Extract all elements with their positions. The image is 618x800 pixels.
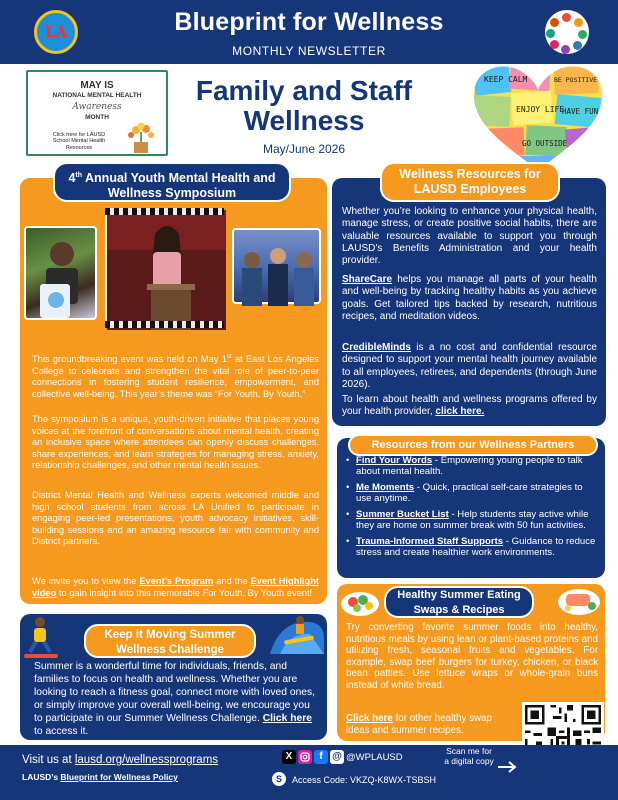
partners-heading: Resources from our Wellness Partners (348, 434, 598, 456)
group-photo (232, 228, 321, 304)
speaker-photo (105, 208, 224, 328)
heart-note-1: KEEP CALM (484, 75, 528, 84)
skateboarder-icon (18, 614, 66, 662)
resources-intro: Whether you’re looking to enhance your physical health, manage stress, or create positive social habits, there are valuable resources available to support you through LAUSD’s Benefits Administration and your health provider. (342, 206, 597, 267)
healthy-eating-heading: Healthy Summer Eating Swaps & Recipes (384, 586, 534, 618)
list-item: • Trauma-Informed Staff Supports - Guidance to reduce stress and create healthier work environments. (346, 537, 598, 558)
flower-pot-icon (124, 122, 158, 154)
list-item: • Find Your Words - Empowering young people to talk about mental health. (346, 456, 598, 477)
healthy-recipes-link[interactable]: Click here (346, 713, 393, 724)
credibleminds-paragraph: CredibleMinds is a no cost and confidential resource designed to support your mental health journey available to all employees, retirees, and dependents (through June 2026). (342, 342, 597, 390)
awareness-line1: MAY IS (80, 80, 114, 91)
scan-prompt: Scan me for a digital copy (444, 746, 494, 766)
mental-health-awareness-card[interactable] (26, 70, 168, 156)
list-item: • Me Moments - Quick, practical self-care strategies to use anytime. (346, 483, 598, 504)
arrow-right-icon (497, 760, 519, 774)
newsletter-title: Blueprint for Wellness (174, 8, 444, 36)
sticky-notes-heart-image (470, 62, 606, 174)
healthy-eating-text: Try converting favorite summer foods into healthy, nutritious meals by using lean or plant-based proteins and utilizing fresh, seasonal fruits and vegetables. For example, swap beef burgers for turkey, chicken, or black bean patties. Use lettuce wraps or whole-grain buns instead of white bread. (346, 622, 598, 691)
wellness-wheel-logo (545, 10, 589, 54)
newsletter-subtitle: MONTHLY NEWSLETTER (232, 44, 386, 58)
heart-note-2: BE POSITIVE (554, 76, 598, 84)
summer-challenge-heading: Keep it Moving Summer Wellness Challenge (84, 624, 256, 658)
find-your-words-link[interactable]: Find Your Words (356, 455, 433, 466)
event-highlight-video-link[interactable]: Event Highlight video (32, 576, 319, 598)
blueprint-policy-link[interactable]: Blueprint for Wellness Policy (60, 772, 178, 782)
wellness-resources-heading: Wellness Resources for LAUSD Employees (380, 162, 560, 202)
partners-list (346, 456, 598, 564)
heart-note-4: HAVE FUN (562, 107, 599, 116)
surfer-icon (270, 614, 324, 654)
awareness-line3: Awareness (72, 102, 122, 112)
film-strip-bottom (105, 321, 224, 328)
sharecare-link[interactable]: ShareCare (342, 274, 393, 285)
symposium-paragraph-1: This groundbreaking event was held on May 1st at East Los Angeles College to celebrate and strengthen the vital role of peer-to-peer connections in fostering student resilience, empowerment, and collective well-being. This year’s theme was “For Youth, By Youth.” (32, 354, 320, 399)
social-handle: @WPLAUSD (346, 752, 403, 763)
wellness-programs-link[interactable]: lausd.org/wellnessprograms (74, 754, 219, 766)
symposium-paragraph-4: We invite you to view the Event’s Program and the Event Highlight video to gain insight into this memorable For Youth, By Youth event! (32, 576, 319, 598)
list-item: • Summer Bucket List - Help students stay active while they are home on summer break with 50 fun activities. (346, 510, 598, 531)
salad-plate-icon (339, 584, 381, 618)
page-title: Family and Staff Wellness (195, 75, 413, 136)
threads-icon[interactable]: @ (330, 750, 344, 764)
instagram-icon[interactable] (298, 750, 312, 764)
awareness-line2: NATIONAL MENTAL HEALTH (52, 92, 142, 99)
film-strip-top (105, 208, 224, 215)
symposium-heading: 4th Annual Youth Mental Health and Wellness Symposium (53, 162, 291, 202)
healthy-recipes-paragraph: Click here for other healthy swap ideas and summer recipes. (346, 713, 492, 736)
summer-bucket-list-link[interactable]: Summer Bucket List (356, 509, 449, 520)
summer-challenge-link[interactable]: Click here (262, 713, 312, 724)
awareness-line4: MONTH (85, 114, 109, 121)
event-program-link[interactable]: Event’s Program (139, 576, 214, 586)
x-icon[interactable]: X (282, 750, 296, 764)
credibleminds-link[interactable]: CredibleMinds (342, 342, 411, 353)
student-photo (24, 226, 97, 320)
health-provider-paragraph: To learn about health and wellness programs offered by your health provider, click here. (342, 394, 597, 418)
trauma-informed-supports-link[interactable]: Trauma-Informed Staff Supports (356, 536, 504, 547)
sharecare-paragraph: ShareCare helps you manage all parts of your health and well-being by tracking healthy habits as you achieve goals. Get tailored tips backed by research, nutritious recipes, and meditation videos. (342, 274, 597, 322)
lausd-logo: LA (34, 10, 78, 54)
group-figures (234, 230, 323, 306)
facebook-icon[interactable]: f (314, 750, 328, 764)
summer-challenge-text: Summer is a wonderful time for individuals, friends, and families to focus on health and wellness. Whether you are looking to reach a fitness goal, connect more with loved ones, or simply improve your overall well-being, we encourage you to participate in our Summer Wellness Challenge. Click here to access it. (34, 661, 316, 737)
heart-note-5: GO OUTSIDE (522, 139, 568, 148)
schoology-icon: S (272, 772, 286, 786)
policy-text: LAUSD’s Blueprint for Wellness Policy (22, 772, 178, 782)
student-figure (26, 228, 99, 322)
awareness-resources-link[interactable]: Click here for LAUSD School Mental Health Resources (52, 132, 106, 151)
visit-us-text: Visit us at lausd.org/wellnessprograms (22, 754, 219, 766)
heart-note-3: ENJOY LIFE (516, 105, 565, 114)
speaker-figure (107, 210, 226, 330)
health-provider-link[interactable]: click here. (435, 406, 485, 418)
symposium-paragraph-2: The symposium is a unique, youth-driven initiative that places young voices at the forefront of conversations about mental health, creating an inclusive space where attendees can openly discuss challenges, share experiences, and learn strategies for managing stress, anxiety, relationship challenges, and other mental health issues. (32, 414, 319, 470)
symposium-paragraph-3: District Mental Health and Wellness experts welcomed middle and high school students from across LA Unified to participate in engaging peer-led presentations, youth advocacy initiatives, skill-building sessions and an amazing resource fair with community and District partners. (32, 490, 319, 546)
salmon-plate-icon (556, 582, 602, 618)
issue-date: May/June 2026 (262, 142, 346, 156)
me-moments-link[interactable]: Me Moments (356, 482, 415, 493)
access-code: Access Code: VKZQ-K8WX-TSBSH (292, 775, 437, 785)
